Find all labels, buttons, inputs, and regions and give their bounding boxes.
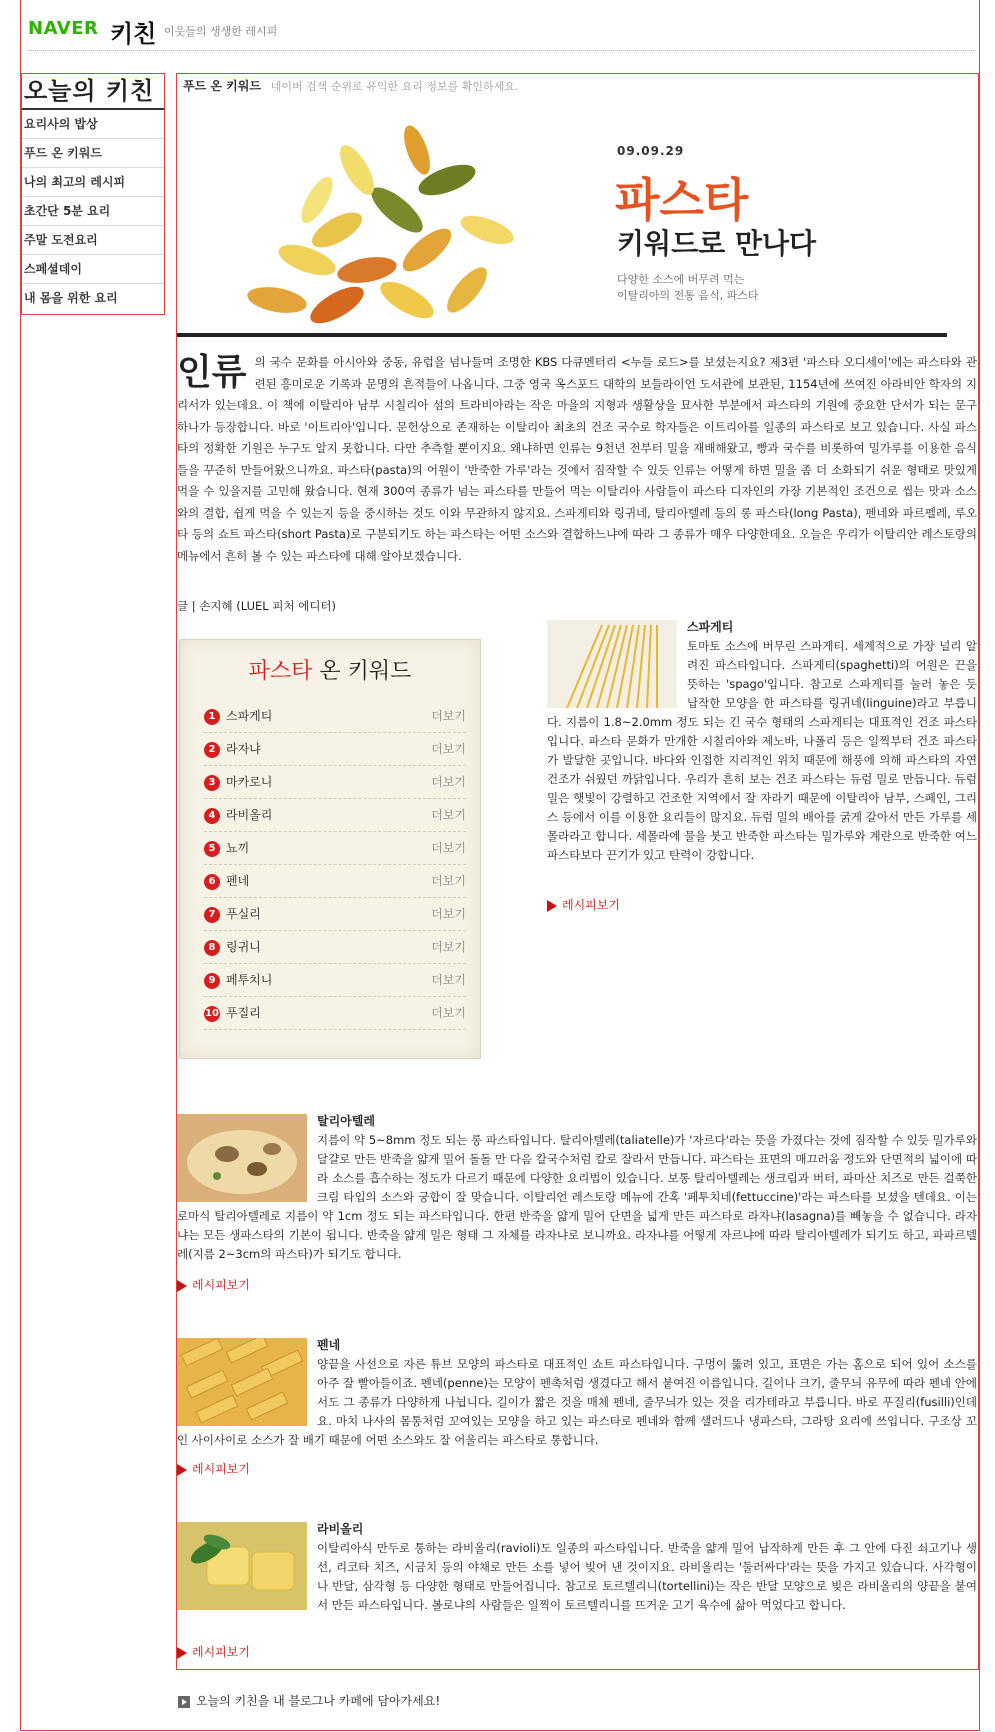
- sidebar-item-special-day[interactable]: 스페셜데이: [22, 255, 164, 284]
- arrow-right-icon: [177, 1280, 187, 1292]
- keyword-more-link[interactable]: 더보기: [431, 742, 466, 756]
- share-footer[interactable]: [178, 1692, 440, 1709]
- arrow-right-icon: [177, 1464, 187, 1476]
- keyword-more-link[interactable]: 더보기: [431, 709, 466, 723]
- keyword-label[interactable]: 뇨끼: [226, 841, 250, 855]
- article-text: 토마토 소스에 버무린 스파게티. 세계적으로 가장 널리 알려진 파스타입니다. 스파게티(spaghetti)의 어원은 끈을 뜻하는 'spago'입니다. 참고로 스파게티를 눌러 놓은 듯 납작한 모양을 한 파스타를 링귀네(linguine)라고 부릅니다. 지름이 1.8~2.0mm 정도 되는 긴 국수 형태의 스파게티는 대표적인 건조 파스타입니다. 파스타 문화가 만개한 시칠리아와 제노바, 나폴리 등은 일찍부터 건조 파스타가 발달한 곳입니다. 바다와 인접한 지리적인 위치 때문에 해풍에 의해 파스타의 자연 건조가 쉬웠던 까닭입니다. 우리가 흔히 보는 건조 파스타는 듀럼 밀로 만듭니다. 듀럼 밀은 햇빛이 강렬하고 건조한 지역에서 잘 자라기 때문에 이탈리아 남부, 스페인, 그리스 등에서 이를 이용한 요리들이 많지요. 듀럼 밀의 배아를 굵게 갈아서 만든 가루를 세몰라라고 합니다. 세몰라에 물을 붓고 반죽한 파스타는 밀가루와 계란으로 반죽한 여느 파스타보다 끈기가 있고 탄력이 강합니다.: [547, 639, 977, 862]
- arrow-right-icon: [177, 1647, 187, 1659]
- hero-divider: [177, 333, 947, 337]
- share-arrow-icon: [178, 1696, 190, 1708]
- sidebar-item-my-best-recipe[interactable]: 나의 최고의 레시피: [22, 168, 164, 197]
- sidebar-title: 오늘의 키친: [22, 74, 164, 110]
- recipe-link-penne[interactable]: [177, 1460, 250, 1477]
- tagliatelle-thumbnail: [177, 1114, 307, 1202]
- keyword-label[interactable]: 라자냐: [226, 742, 261, 756]
- hero-title: 파스타: [615, 173, 749, 227]
- recipe-link-tagliatelle[interactable]: [177, 1276, 250, 1293]
- intro-byline: 글 | 손지혜 (LUEL 피처 에디터): [177, 599, 337, 613]
- keyword-row[interactable]: [204, 733, 466, 766]
- article-title: 펜네: [317, 1338, 341, 1352]
- recipe-link-label[interactable]: 레시피보기: [192, 1278, 250, 1292]
- article-text: 지름이 약 5~8mm 정도 되는 롱 파스타입니다. 탈리아텔레(taliatelle)가 '자르다'라는 뜻을 가졌다는 것에 짐작할 수 있듯 밀가루와 달걀로 만든 반죽을 얇게 밀어 돌돌 만 다음 칼국수처럼 칼로 잘라서 만듭니다. 파스타는 표면의 매끄러움 정도와 단면적의 넓이에 따라 소스를 흡수하는 정도가 다르기 때문에 다양한 요리법이 있습니다. 보통 탈리아텔레는 생크림과 버터, 파마산 치즈로 만든 걸쭉한 크림 타입의 소스와 궁합이 잘 맞습니다. 이탈리언 레스토랑 메뉴에 간혹 '페투치네(fettuccine)'라는 파스타를 보셨을 텐데요. 이는 로마식 탈리아텔레로 지름이 약 1cm 정도 되는 파스타입니다. 한편 반죽을 얇게 밀어 단면을 넓게 만든 파스타로 라자냐(lasagna)를 빼놓을 수 없습니다. 라자냐는 모든 생파스타의 기본이 됩니다. 반죽을 얇게 밀은 형태 그 자체를 라자냐로 보니까요. 라자냐를 어떻게 자르냐에 따라 탈리아텔레가 되기도 하고, 파파르델레(지름 2~3cm의 파스타)가 되기도 합니다.: [177, 1133, 977, 1261]
- keyword-label[interactable]: 푸실리: [226, 907, 261, 921]
- kitchen-logo[interactable]: 키친: [110, 20, 157, 48]
- keyword-list: [204, 700, 466, 1030]
- keyword-rank-badge: 2: [204, 742, 220, 758]
- keyword-box-title: [180, 654, 480, 688]
- keyword-row[interactable]: [204, 832, 466, 865]
- keyword-title-highlight: 파스타: [248, 659, 313, 684]
- article-ravioli: [177, 1520, 977, 1615]
- recipe-link-label[interactable]: 레시피보기: [192, 1462, 250, 1476]
- keyword-rank-badge: 4: [204, 808, 220, 824]
- keyword-label[interactable]: 라비올리: [226, 808, 273, 822]
- recipe-link-spaghetti[interactable]: [547, 896, 620, 913]
- keyword-box: [179, 639, 481, 1059]
- share-footer-text[interactable]: 오늘의 키친을 내 블로그나 카페에 담아가세요!: [196, 1694, 441, 1708]
- keyword-more-link[interactable]: 더보기: [431, 940, 466, 954]
- intro-text: [177, 352, 977, 567]
- keyword-rank-badge: 6: [204, 874, 220, 890]
- intro-dropcap: 인류: [177, 352, 247, 393]
- sidebar-item-healthy-recipe[interactable]: 내 몸을 위한 요리: [24, 291, 118, 305]
- keyword-more-link[interactable]: 더보기: [431, 907, 466, 921]
- keyword-label[interactable]: 링귀니: [226, 940, 261, 954]
- penne-thumbnail: [177, 1338, 307, 1426]
- keyword-more-link[interactable]: 더보기: [431, 973, 466, 987]
- header-tagline: 이웃들의 생생한 레시피: [164, 25, 278, 38]
- sidebar-item-weekend-challenge[interactable]: 주말 도전요리: [22, 226, 164, 255]
- keyword-rank-badge: 1: [204, 709, 220, 725]
- fusilli-pasta-image: [217, 100, 577, 330]
- hero-desc-line-1: 다양한 소스에 버무려 먹는: [617, 273, 745, 286]
- keyword-row[interactable]: [204, 865, 466, 898]
- sidebar-item-food-on-keyword[interactable]: 푸드 온 키워드: [22, 139, 164, 168]
- keyword-more-link[interactable]: 더보기: [431, 775, 466, 789]
- keyword-label[interactable]: 펜네: [226, 874, 250, 888]
- recipe-link-label[interactable]: 레시피보기: [192, 1645, 250, 1659]
- naver-logo[interactable]: NAVER: [28, 18, 99, 39]
- article-spaghetti: [547, 618, 977, 865]
- section-header: [177, 74, 978, 98]
- keyword-more-link[interactable]: 더보기: [431, 874, 466, 888]
- keyword-more-link[interactable]: 더보기: [431, 808, 466, 822]
- keyword-label[interactable]: 푸질리: [226, 1006, 261, 1020]
- header-divider: [28, 50, 976, 51]
- keyword-label[interactable]: 마카로니: [226, 775, 273, 789]
- keyword-rank-badge: 9: [204, 973, 220, 989]
- keyword-rank-badge: 8: [204, 940, 220, 956]
- hero-description: [617, 272, 817, 304]
- arrow-right-icon: [547, 900, 557, 912]
- keyword-label[interactable]: 페투치니: [226, 973, 273, 987]
- intro-paragraph: 의 국수 문화를 아시아와 중동, 유럽을 넘나들며 조명한 KBS 다큐멘터리 <누들 로드>를 보셨는지요? 제3편 '파스타 오디세이'에는 파스타와 관련된 흥미로운 기록과 문명의 흔적들이 나옵니다. 그중 영국 옥스포드 대학의 보들라이언 도서관에 보관된, 1154년에 쓰여진 아라비안 학자의 지리서가 있는데요. 이 책에 이탈리아 남부 시칠리아 섬의 트라비아라는 작은 마을의 지형과 생활상을 묘사한 부분에서 파스타의 기원에 중요한 단서가 되는 문구 하나가 등장합니다. 바로 '이트리아'입니다. 문헌상으로 존재하는 이탈리아 최초의 건조 국수로 학자들은 이트리아를 일종의 파스타로 보고 있습니다. 사실 파스타의 정확한 기원은 누구도 알지 못합니다. 다만 추측할 뿐이지요. 왜냐하면 인류는 9천년 전부터 밀을 재배해왔고, 빵과 국수를 비롯하여 밀가루를 이용한 음식들을 꾸준히 만들어왔으니까요. 파스타(pasta)의 어원이 '반죽한 가루'라는 것에서 짐작할 수 있듯 인류는 어떻게 하면 밀을 좀 더 소화되기 쉬운 형태로 맛있게 먹을 수 있을지를 고민해 왔습니다. 현재 300여 종류가 넘는 파스타를 만들어 먹는 이탈리아 사람들이 파스타 디자인의 가장 기본적인 조건으로 씹는 맛과 소스와의 결합, 쉽게 먹을 수 있는지 등을 중시하는 것도 이와 무관하지 않지요. 스파게티와 링귀네, 탈리아텔레 등의 롱 파스타(long Pasta), 펜네와 파르펠레, 루오타 등의 쇼트 파스타(short Pasta)로 구분되기도 하는 파스타는 어떤 소스와 결합하느냐에 따라 그 종류가 매우 다양한데요. 오늘은 우리가 이탈리안 레스토랑의 메뉴에서 흔히 볼 수 있는 파스타에 대해 알아보겠습니다.: [177, 355, 977, 563]
- site-header: [28, 12, 968, 48]
- keyword-rank-badge: 10: [204, 1006, 220, 1022]
- hero-banner: [177, 100, 977, 330]
- hero-date: 09.09.29: [617, 144, 685, 158]
- keyword-row[interactable]: [204, 931, 466, 964]
- keyword-row[interactable]: [204, 766, 466, 799]
- keyword-more-link[interactable]: 더보기: [431, 841, 466, 855]
- keyword-row[interactable]: [204, 700, 466, 733]
- section-title: 푸드 온 키워드: [183, 79, 261, 93]
- sidebar: [21, 73, 165, 315]
- ravioli-thumbnail: [177, 1522, 307, 1610]
- article-title: 탈리아텔레: [317, 1114, 375, 1128]
- keyword-more-link[interactable]: 더보기: [431, 1006, 466, 1020]
- recipe-link-ravioli[interactable]: [177, 1643, 250, 1660]
- keyword-rank-badge: 5: [204, 841, 220, 857]
- article-title: 라비올리: [317, 1522, 364, 1536]
- article-tagliatelle: [177, 1112, 977, 1264]
- spaghetti-thumbnail: [547, 620, 677, 708]
- main-content: [176, 73, 979, 1670]
- section-description: 네이버 검색 순위로 유익한 요리 정보를 확인하세요.: [270, 80, 519, 93]
- sidebar-item-chef-table[interactable]: 요리사의 밥상: [22, 110, 164, 139]
- keyword-row[interactable]: [204, 997, 466, 1030]
- keyword-label[interactable]: 스파게티: [226, 709, 273, 723]
- article-text: 이탈리아식 만두로 통하는 라비올리(ravioli)도 일종의 파스타입니다. 반죽을 얇게 밀어 납작하게 만든 후 그 안에 다진 쇠고기나 생선, 리코타 치즈, 시금치 등의 야채로 만든 소를 넣어 빚어 낸 것이지요. 라비올리는 '둘러싸다'라는 뜻을 가지고 있습니다. 사각형이나 반달, 삼각형 등 다양한 형태로 만들어집니다. 참고로 토르텔리니(tortellini)는 작은 반달 모양으로 빚은 라비올리의 양끝을 붙여서 만든 파스타입니다. 볼로냐의 사람들은 일찍이 토르텔리니를 뜨거운 고기 육수에 삶아 먹었다고 합니다.: [317, 1541, 977, 1612]
- recipe-link-label[interactable]: 레시피보기: [562, 898, 620, 912]
- keyword-rank-badge: 3: [204, 775, 220, 791]
- article-text: 양끝을 사선으로 자른 튜브 모양의 파스타로 대표적인 쇼트 파스타입니다. 구멍이 뚫려 있고, 표면은 가는 홈으로 되어 있어 소스를 아주 잘 빨아들이죠. 펜네(penne)는 모양이 펜촉처럼 생겼다고 해서 붙여진 이름입니다. 길이나 크기, 줄무늬 유무에 따라 펜네 안에서도 그 종류가 다양하게 나뉩니다. 길이가 짧은 것을 매체 펜네, 줄무늬가 있는 것을 리가테라고 부릅니다. 바로 푸질리(fusilli)인데요. 마치 나사의 몸통처럼 꼬여있는 모양을 하고 있는 파스타로 펜네와 함께 샐러드나 냉파스타, 그라탕 요리에 쓰입니다. 구조상 꼬인 사이사이로 소스가 잘 배기 때문에 어떤 소스와도 잘 어울리는 파스타로 통합니다.: [177, 1357, 977, 1447]
- sidebar-item-5min-recipe[interactable]: 초간단 5분 요리: [22, 197, 164, 226]
- keyword-title-rest: 온 키워드: [312, 659, 412, 684]
- hero-desc-line-2: 이탈리아의 전통 음식, 파스타: [617, 289, 759, 302]
- keyword-row[interactable]: [204, 964, 466, 997]
- article-penne: [177, 1336, 977, 1450]
- article-title: 스파게티: [687, 620, 734, 634]
- keyword-row[interactable]: [204, 799, 466, 832]
- keyword-rank-badge: 7: [204, 907, 220, 923]
- keyword-row[interactable]: [204, 898, 466, 931]
- hero-subtitle: 키워드로 만나다: [617, 227, 817, 260]
